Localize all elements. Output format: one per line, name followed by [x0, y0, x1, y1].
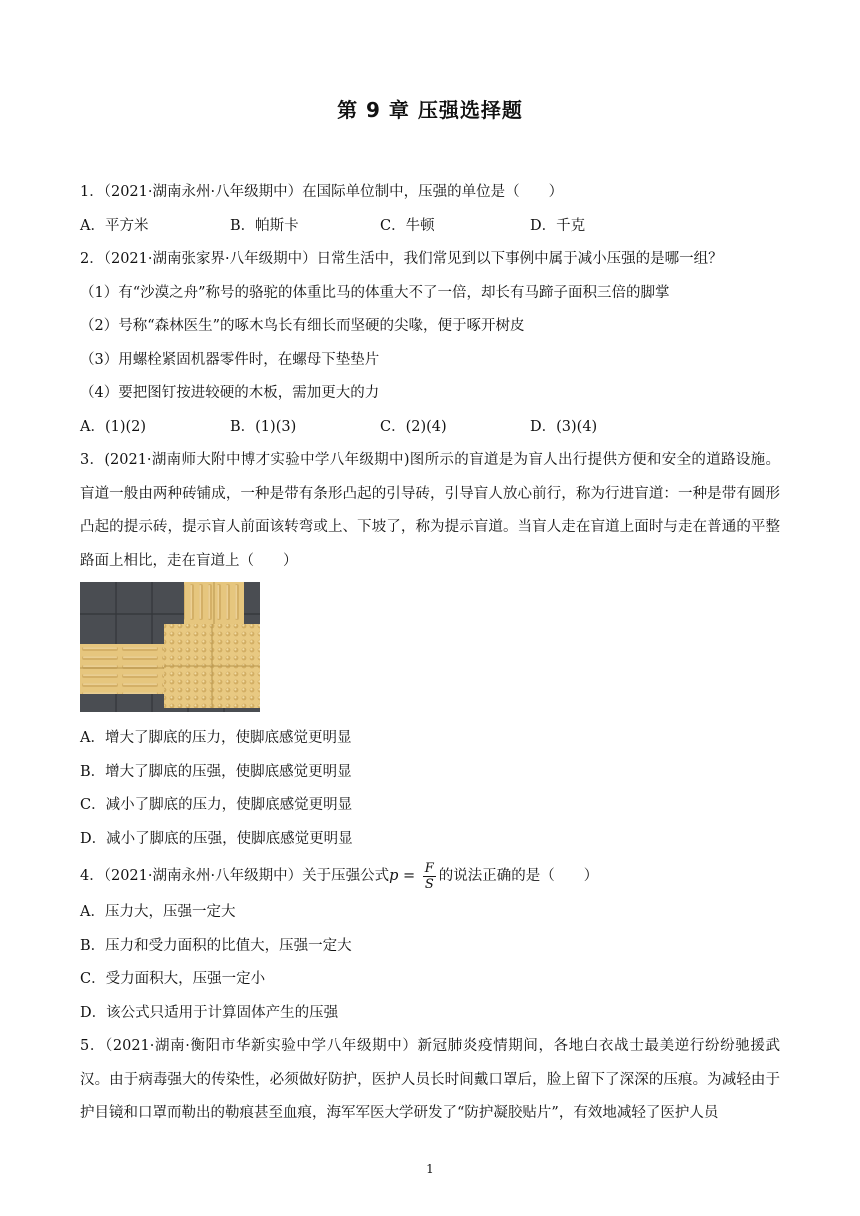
page-number: 1 — [426, 1162, 434, 1176]
question-2-item-4: （4）要把图钉按进较硬的木板，需加更大的力 — [80, 385, 380, 401]
question-2-item-3: （3）用螺栓紧固机器零件时，在螺母下垫垫片 — [80, 351, 380, 368]
question-1-option-a: A．平方米 — [80, 217, 149, 234]
question-2-item-2: （2）号称“森林医生”的啄木鸟长有细长而坚硬的尖喙，便于啄开树皮 — [80, 318, 525, 334]
page-title: 第 9 章 压强选择题 — [337, 98, 523, 122]
tactile-paving-photo — [80, 582, 260, 712]
question-2-item-1: （1）有“沙漠之舟”称号的骆驼的体重比马的体重大不了一倍，却长有马蹄子面积三倍的脚掌 — [80, 284, 670, 301]
question-3-option-d: D．减小了脚底的压强，使脚底感觉更明显 — [80, 830, 353, 847]
question-2-option-d: D．(3)(4) — [530, 418, 598, 435]
question-2-stem: 2．（2021·湖南张家界·八年级期中）日常生活中，我们常见到以下事例中属于减小压强的是哪一组？ — [80, 251, 723, 267]
question-4-option-b: B．压力和受力面积的比值大，压强一定大 — [80, 937, 352, 954]
question-3-option-a: A．增大了脚底的压力，使脚底感觉更明显 — [80, 730, 352, 746]
question-4-option-d: D．该公式只适用于计算固体产生的压强 — [80, 1004, 339, 1021]
formula-denominator: S — [424, 876, 434, 892]
formula-lhs: p — [389, 868, 399, 884]
question-1-option-d: D．千克 — [530, 217, 586, 234]
question-2-option-b: B．(1)(3) — [230, 418, 297, 435]
question-5-stem: 5．（2021·湖南·衡阳市华新实验中学八年级期中）新冠肺炎疫情期间，各地白衣战士最美逆行纷纷驰援武汉。由于病毒强大的传染性，必须做好防护，医护人员长时间戴口罩后，脸上留下了深深的压痕。为减轻由于护目镜和口罩而勒出的勒痕甚至血痕，海军军医大学研发了“防护凝胶贴片”，有效地减轻了医护人员 — [80, 1038, 780, 1121]
formula-equals: = — [398, 868, 420, 884]
formula-numerator: F — [424, 860, 434, 876]
pressure-formula-fraction — [423, 861, 436, 892]
question-4-option-c: C．受力面积大，压强一定小 — [80, 971, 266, 987]
question-3-option-c: C．减小了脚底的压力，使脚底感觉更明显 — [80, 797, 353, 813]
question-4-option-a: A．压力大，压强一定大 — [80, 904, 236, 920]
question-2-option-c: C．(2)(4) — [380, 418, 447, 435]
question-3-option-b: B．增大了脚底的压强，使脚底感觉更明显 — [80, 763, 352, 780]
question-1-stem: 1．（2021·湖南永州·八年级期中）在国际单位制中，压强的单位是（ ） — [80, 184, 564, 200]
question-4-stem-before: 4．（2021·湖南永州·八年级期中）关于压强公式 — [80, 868, 390, 884]
question-1-option-b: B．帕斯卡 — [230, 217, 299, 234]
question-4-stem — [80, 856, 780, 896]
question-4-stem-after: 的说法正确的是（ ） — [438, 868, 599, 884]
question-2-option-a: A．(1)(2) — [80, 418, 147, 435]
question-3-stem: 3．(2021·湖南师大附中博才实验中学八年级期中)图所示的盲道是为盲人出行提供方便和安全的道路设施。盲道一般由两种砖铺成，一种是带有条形凸起的引导砖，引导盲人放心前行，称为行进盲道：一种是带有圆形凸起的提示砖，提示盲人前面该转弯或上、下坡了，称为提示盲道。当盲人走在盲道上面时与走在普通的平整路面上相比，走在盲道上（ ） — [80, 452, 780, 569]
question-1-option-c: C．牛顿 — [380, 217, 435, 234]
question-2-options — [80, 411, 780, 445]
question-1-options — [80, 210, 780, 244]
question-list — [80, 176, 780, 1131]
